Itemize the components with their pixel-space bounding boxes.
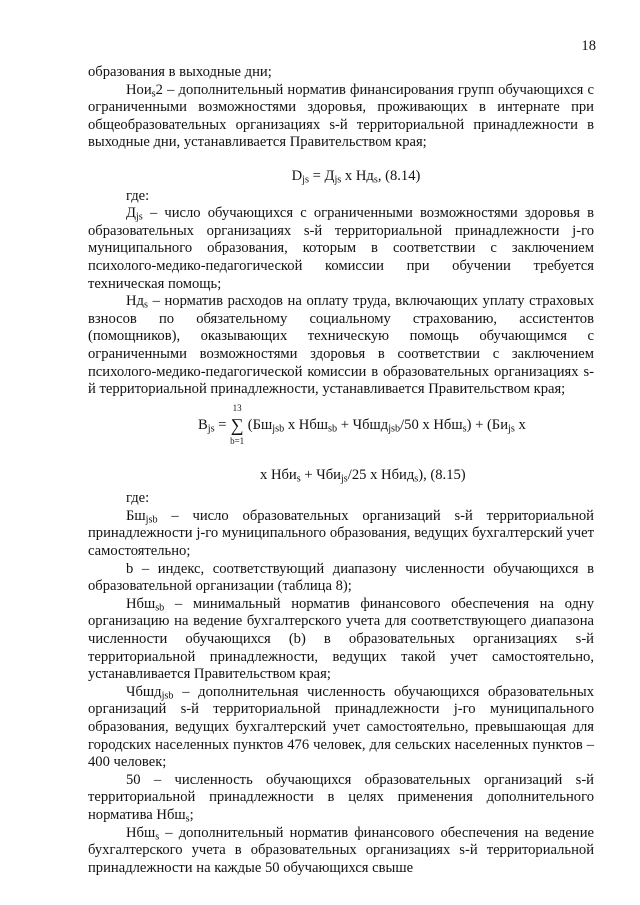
sum-sign <box>230 402 245 447</box>
sum-upper-limit: 13 <box>232 402 242 413</box>
formula-8-15-continuation: х Нби$_s$ + Чби$_{js}$/25 х Нбид$_s$), (8.15) <box>260 466 466 485</box>
definition-paragraph: $Бш_{jsb}$ – число образовательных организаций s-й территориальной принадлежности j-го муниципального образования, ведущих бухгалтерский учет самостоятельно; <box>88 507 594 560</box>
formula-8-15 <box>88 402 594 457</box>
definition-paragraph: $Д_{js}$ – число обучающихся с ограниченными возможностями здоровья в образовательных организациях s-й территориальной принадлежности j-го муниципального образования, которым в соответствии с заключением психолого-медико-педагогической комиссии при обучении требуется техническая помощь; <box>88 205 594 292</box>
definition-paragraph: Нбш$_{sb}$ – минимальный норматив финансового обеспечения на одну организацию на ведение бухгалтерского учета для соответствующего диапазона численности обучающихся (b) в образовательных организациях s-й территориальной принадлежности, ведущих такой учет самостоятельно, устанавливается Правительством края; <box>88 595 594 683</box>
definition-paragraph: Нбш$_s$ – дополнительный норматив финансового обеспечения на ведение бухгалтерского учета в образовательных организациях s-й территориальной принадлежности на каждые 50 обучающихся свыше <box>88 824 594 876</box>
definition-paragraph: $Нд_s$ – норматив расходов на оплату труда, включающих уплату страховых взносов по обязательному социальному страхованию, ассистентов (помощников), оказывающих техническую помощь обучающимся с ограниченными возможностями здоровья в соответствии с заключением психолого-медико-педагогической комиссии в образовательных организациях s-й территориальной принадлежности, устанавливается Правительством края; <box>88 293 594 398</box>
where-label: где: <box>126 490 150 507</box>
definition-paragraph: 50 – численность обучающихся образовательных организаций s-й территориальной принадлежности в целях применения дополнительного норматива Нбш$_s$; <box>88 771 594 825</box>
formula-rhs: ($Бш_{jsb}$ х Нбш$_{sb}$ + Чбшд$_{jsb}$/50 х $Нбш_s) + (Би_{js}$ х <box>247 416 526 435</box>
definition-paragraph: Нои$_s$2 – дополнительный норматив финансирования групп обучающихся с ограниченными возможностями здоровья, проживающих в интернате при общеобразовательных организациях s-й территориальной принадлежности в выходные дни, устанавливается Правительством края; <box>88 81 594 151</box>
where-label: где: <box>126 187 150 204</box>
definition-paragraph: Чбшд$_{jsb}$ – дополнительная численность обучающихся образовательных организаций s-й территориальной принадлежности j-го муниципального образования, ведущих бухгалтерский учет самостоятельно, превышающая для городских населенных пунктов 476 человек, для сельских населенных пунктов – 400 человек; <box>88 683 594 771</box>
document-body <box>88 64 594 877</box>
text-line: образования в выходные дни; <box>88 64 272 80</box>
sigma-glyph: ∑ <box>230 414 244 435</box>
page-number: 18 <box>581 38 596 54</box>
formula-8-14: $D_{js} = Д_{js}$ х $Нд_s$, (8.14) <box>291 167 421 186</box>
sum-lower-limit: b=1 <box>230 436 245 447</box>
definition-paragraph: b – индекс, соответствующий диапазону численности обучающихся в образовательной организации (таблица 8); <box>88 560 594 595</box>
formula-lhs: $B_{js}$ = <box>198 416 227 435</box>
